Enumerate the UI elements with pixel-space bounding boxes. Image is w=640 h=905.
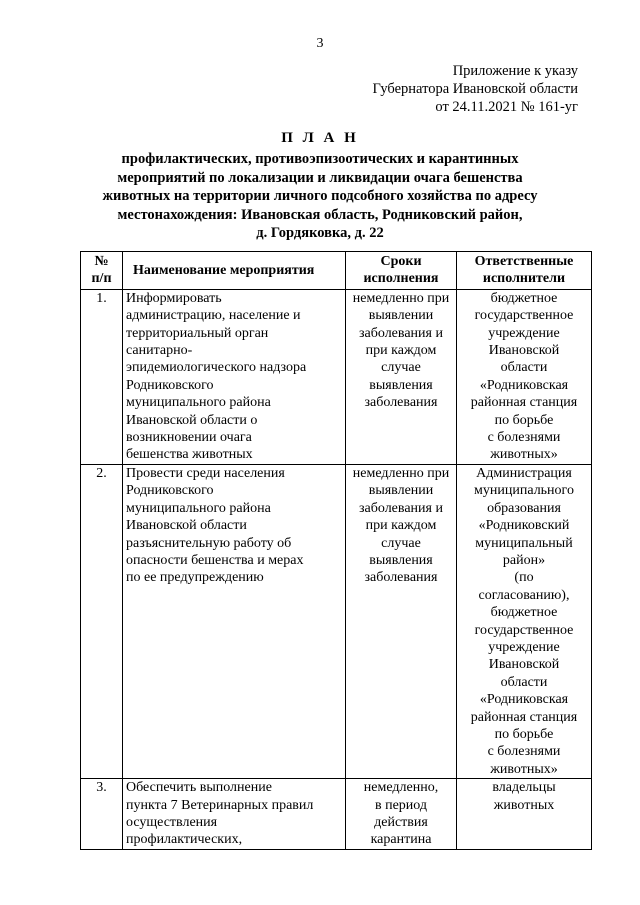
cell-name xyxy=(123,464,346,778)
cell-line: администрацию, население и xyxy=(126,308,301,324)
cell-num: 1. xyxy=(81,289,123,464)
cell-line: с болезнями xyxy=(487,744,561,760)
cell-line: учреждение xyxy=(488,325,560,341)
cell-line: район» xyxy=(502,552,546,568)
header-line: Сроки xyxy=(380,254,422,269)
cell-line: животных» xyxy=(490,761,558,777)
cell-line: заболевания xyxy=(364,395,438,411)
cell-line: по ее предупреждению xyxy=(126,570,264,586)
cell-line: Ивановской xyxy=(488,657,560,673)
cell-line: Обеспечить выполнение xyxy=(126,780,272,796)
cell-line: бюджетное xyxy=(490,605,558,621)
cell-line: при каждом xyxy=(365,343,437,359)
header-term xyxy=(346,252,457,290)
cell-line: Родниковского xyxy=(126,377,214,393)
cell-line: карантина xyxy=(370,832,432,848)
header-line: п/п xyxy=(91,271,112,287)
cell-line: возникновении очага xyxy=(126,430,252,446)
cell-line: учреждение xyxy=(488,639,560,655)
header-line: исполнения xyxy=(363,271,439,287)
plan-subtitle-line: мероприятий по локализации и ликвидации очага бешенства xyxy=(117,169,523,186)
cell-line: территориальный орган xyxy=(126,325,269,341)
header-num xyxy=(81,252,123,290)
cell-line: профилактических, xyxy=(126,832,243,848)
cell-line: Родниковского xyxy=(126,483,214,499)
cell-term xyxy=(346,779,457,850)
cell-line: области xyxy=(500,674,548,690)
cell-line: немедленно при xyxy=(352,465,450,481)
plan-title: П Л А Н xyxy=(281,130,359,146)
cell-line: районная станция xyxy=(470,709,578,725)
cell-line: действия xyxy=(374,815,428,830)
appendix-line: Губернатора Ивановской области xyxy=(372,81,578,97)
cell-line: муниципального района xyxy=(126,395,271,411)
table-row xyxy=(81,464,592,778)
appendix-line: от 24.11.2021 № 161-уг xyxy=(435,99,578,115)
cell-line: Администрация xyxy=(476,465,572,481)
appendix-reference xyxy=(373,62,578,116)
cell-line: немедленно при xyxy=(352,290,450,306)
cell-line: эпидемиологического надзора xyxy=(126,360,307,376)
cell-line: бюджетное xyxy=(490,290,558,306)
cell-line: заболевания и xyxy=(359,500,443,516)
cell-line: выявлении xyxy=(368,483,434,499)
cell-exec xyxy=(457,464,592,778)
cell-line: животных» xyxy=(490,447,558,463)
cell-line: Ивановской xyxy=(488,343,560,359)
cell-line: Информировать xyxy=(126,290,222,306)
cell-line: заболевания и xyxy=(359,325,443,341)
cell-line: осуществления xyxy=(126,815,218,830)
header-line: Наименование мероприятия xyxy=(133,262,315,278)
cell-line: Ивановской области о xyxy=(126,412,258,428)
cell-num: 2. xyxy=(81,464,123,778)
cell-line: «Родниковская xyxy=(479,377,569,393)
table-row xyxy=(81,289,592,464)
cell-line: случае xyxy=(381,535,421,551)
cell-line: в период xyxy=(374,797,428,813)
header-line: № xyxy=(94,254,109,269)
cell-exec xyxy=(457,779,592,850)
cell-line: владельцы xyxy=(492,780,556,796)
cell-line: разъяснительную работу об xyxy=(126,535,292,551)
cell-line: санитарно- xyxy=(126,343,193,359)
cell-line: по борьбе xyxy=(494,412,554,428)
cell-line: выявлении xyxy=(368,308,434,324)
cell-line: согласованию), xyxy=(478,587,570,603)
header-exec xyxy=(457,252,592,290)
cell-line: образования xyxy=(487,500,561,516)
cell-line: государственное xyxy=(474,622,574,638)
cell-name xyxy=(123,779,346,850)
header-line: Ответственные xyxy=(474,254,574,269)
cell-line: пункта 7 Ветеринарных правил xyxy=(126,797,314,813)
table-row xyxy=(81,779,592,850)
cell-line: случае xyxy=(381,360,421,376)
cell-term xyxy=(346,289,457,464)
table-header-row xyxy=(81,252,592,290)
cell-num: 3. xyxy=(81,779,123,850)
cell-line: Ивановской области xyxy=(126,518,247,534)
plan-subtitle-line: профилактических, противоэпизоотических и карантинных xyxy=(121,151,519,167)
events-table xyxy=(80,251,592,850)
cell-line: районная станция xyxy=(470,395,578,411)
cell-line: (по xyxy=(514,570,534,586)
plan-subtitle-line: д. Гордяковка, д. 22 xyxy=(256,225,384,241)
cell-line: «Родниковская xyxy=(479,692,569,708)
cell-line: по борьбе xyxy=(494,726,554,742)
cell-term xyxy=(346,464,457,778)
header-name xyxy=(123,252,346,290)
cell-line: области xyxy=(500,360,548,376)
cell-line: животных xyxy=(493,797,555,813)
cell-name xyxy=(123,289,346,464)
cell-line: Провести среди населения xyxy=(126,465,285,481)
plan-subtitle xyxy=(90,150,550,243)
cell-line: заболевания xyxy=(364,570,438,586)
plan-subtitle-line: животных на территории личного подсобного хозяйства по адресу xyxy=(102,188,538,204)
cell-line: муниципальный xyxy=(475,535,573,551)
cell-line: опасности бешенства и мерах xyxy=(126,552,304,568)
cell-line: муниципального xyxy=(474,483,574,499)
cell-line: выявления xyxy=(369,377,433,393)
cell-exec xyxy=(457,289,592,464)
cell-line: выявления xyxy=(369,552,433,568)
cell-line: государственное xyxy=(474,308,574,324)
cell-line: с болезнями xyxy=(487,430,561,446)
cell-line: бешенства животных xyxy=(126,447,253,463)
plan-subtitle-line: местонахождения: Ивановская область, Родниковский район, xyxy=(117,206,523,223)
header-line: исполнители xyxy=(482,271,566,287)
cell-line: при каждом xyxy=(365,518,437,534)
page-number: 3 xyxy=(316,36,324,51)
appendix-line: Приложение к указу xyxy=(452,63,578,79)
cell-line: муниципального района xyxy=(126,500,271,516)
cell-line: «Родниковский xyxy=(478,518,570,534)
cell-line: немедленно, xyxy=(363,780,439,796)
